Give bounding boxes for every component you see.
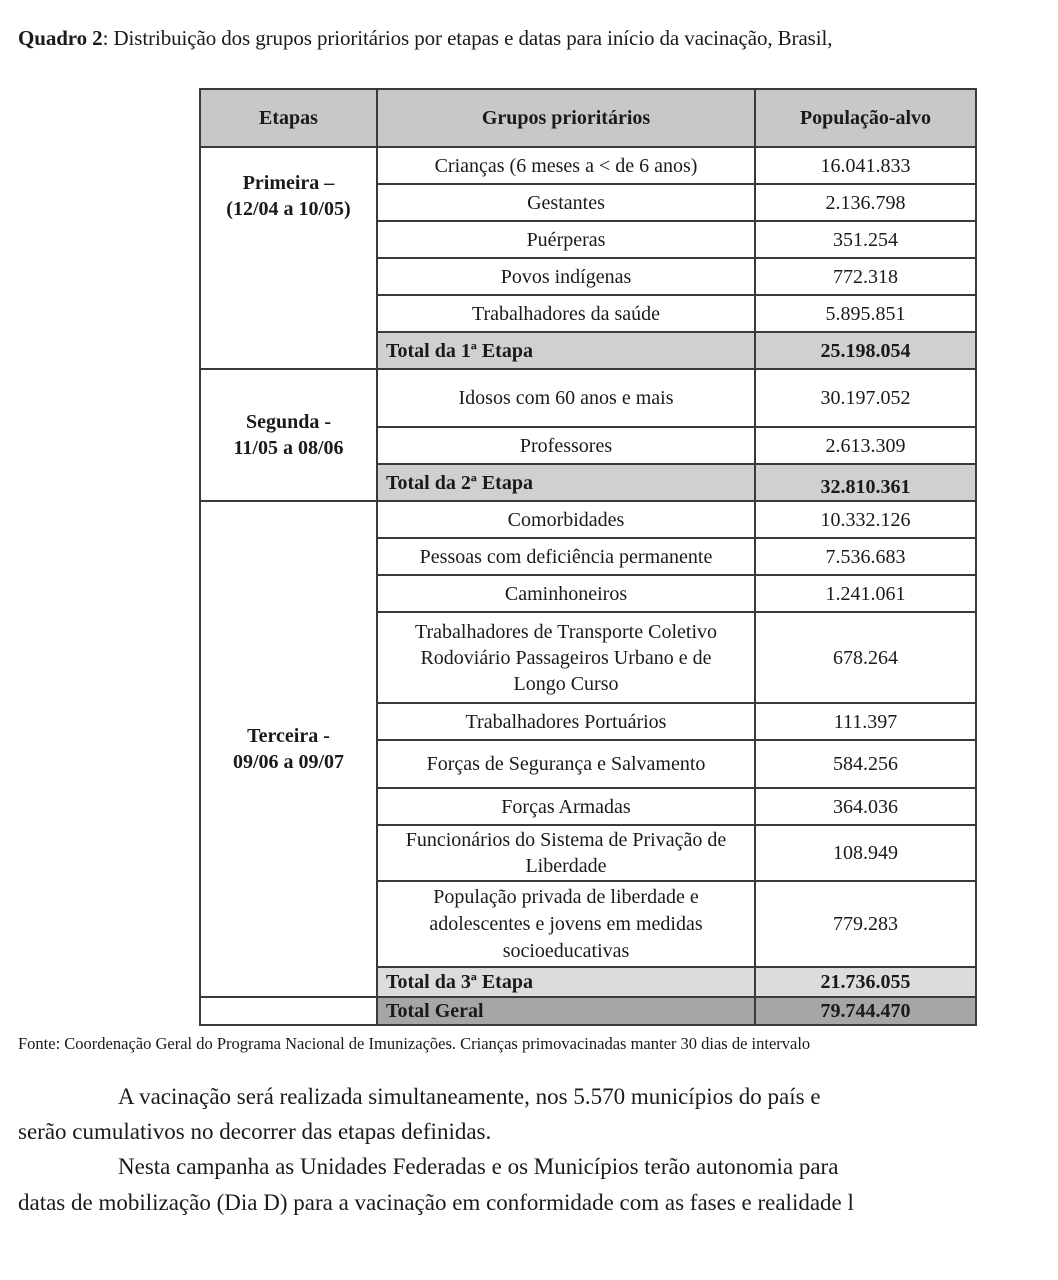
stage-2-total-value: 32.810.361 (755, 464, 976, 501)
population-cell: 10.332.126 (755, 501, 976, 538)
header-grupos: Grupos prioritários (377, 89, 755, 147)
stage-1-dates: (12/04 a 10/05) (226, 198, 351, 220)
population-cell: 584.256 (755, 740, 976, 788)
header-etapas: Etapas (200, 89, 377, 147)
stage-1-name: Primeira – (242, 172, 335, 194)
population-cell: 7.536.683 (755, 538, 976, 575)
population-cell: 2.136.798 (755, 184, 976, 221)
group-cell: Puérperas (377, 221, 755, 258)
stage-1-cell (200, 147, 377, 369)
table-row (200, 369, 976, 427)
group-cell: Crianças (6 meses a < de 6 anos) (377, 147, 755, 184)
population-cell: 779.283 (755, 881, 976, 967)
population-cell: 364.036 (755, 788, 976, 825)
population-cell: 111.397 (755, 703, 976, 740)
stage-2-name: Segunda - (245, 411, 332, 433)
group-cell: Gestantes (377, 184, 755, 221)
paragraph-2-line-2: datas de mobilização (Dia D) para a vacinação em conformidade com as fases e realidade l (18, 1190, 854, 1215)
population-cell: 108.949 (755, 825, 976, 881)
table-row (200, 147, 976, 184)
stage-1-total-label: Total da 1ª Etapa (377, 332, 755, 369)
group-cell: Trabalhadores da saúde (377, 295, 755, 332)
header-populacao: População-alvo (755, 89, 976, 147)
population-cell: 2.613.309 (755, 427, 976, 464)
group-cell: Trabalhadores Portuários (377, 703, 755, 740)
population-cell: 16.041.833 (755, 147, 976, 184)
priority-groups-table (199, 88, 977, 1026)
group-cell: Funcionários do Sistema de Privação de Liberdade (377, 825, 755, 881)
population-cell: 772.318 (755, 258, 976, 295)
population-cell: 5.895.851 (755, 295, 976, 332)
paragraph-1-line-1: A vacinação será realizada simultaneamente, nos 5.570 municípios do país e (118, 1084, 821, 1109)
stage-3-cell (200, 501, 377, 997)
grand-total-row (200, 997, 976, 1025)
group-cell: Povos indígenas (377, 258, 755, 295)
caption-text: : Distribuição dos grupos prioritários por etapas e datas para início da vacinação, Brasil, (102, 26, 833, 50)
caption-label: Quadro 2 (18, 26, 103, 50)
table-row (200, 501, 976, 538)
paragraph-1-line-2: serão cumulativos no decorrer das etapas definidas. (18, 1119, 492, 1144)
stage-3-total-label: Total da 3ª Etapa (377, 967, 755, 997)
grand-total-spacer (200, 997, 377, 1025)
stage-2-cell (200, 369, 377, 501)
stage-3-name: Terceira - (247, 725, 330, 747)
group-cell: Caminhoneiros (377, 575, 755, 612)
stage-1-total-value: 25.198.054 (755, 332, 976, 369)
population-cell: 678.264 (755, 612, 976, 703)
group-cell: Professores (377, 427, 755, 464)
stage-2-total-label: Total da 2ª Etapa (377, 464, 755, 501)
group-cell: Idosos com 60 anos e mais (377, 369, 755, 427)
group-cell: População privada de liberdade e adolescentes e jovens em medidas socioeducativas (377, 881, 755, 967)
group-cell: Pessoas com deficiência permanente (377, 538, 755, 575)
group-cell: Forças de Segurança e Salvamento (377, 740, 755, 788)
paragraph-2-line-1: Nesta campanha as Unidades Federadas e os Municípios terão autonomia para (118, 1154, 839, 1179)
stage-3-dates: 09/06 a 09/07 (232, 751, 345, 773)
group-cell: Forças Armadas (377, 788, 755, 825)
grand-total-value: 79.744.470 (755, 997, 976, 1025)
population-cell: 351.254 (755, 221, 976, 258)
table-header-row (200, 89, 976, 147)
group-cell: Trabalhadores de Transporte Coletivo Rodoviário Passageiros Urbano e de Longo Curso (377, 612, 755, 703)
population-cell: 1.241.061 (755, 575, 976, 612)
group-cell: Comorbidades (377, 501, 755, 538)
stage-2-dates: 11/05 a 08/06 (233, 437, 344, 459)
source-footnote: Fonte: Coordenação Geral do Programa Nacional de Imunizações. Crianças primovacinadas manter 30 dias de intervalo (18, 1034, 811, 1053)
grand-total-label: Total Geral (377, 997, 755, 1025)
stage-3-total-value: 21.736.055 (755, 967, 976, 997)
table-caption (18, 26, 832, 51)
population-cell: 30.197.052 (755, 369, 976, 427)
